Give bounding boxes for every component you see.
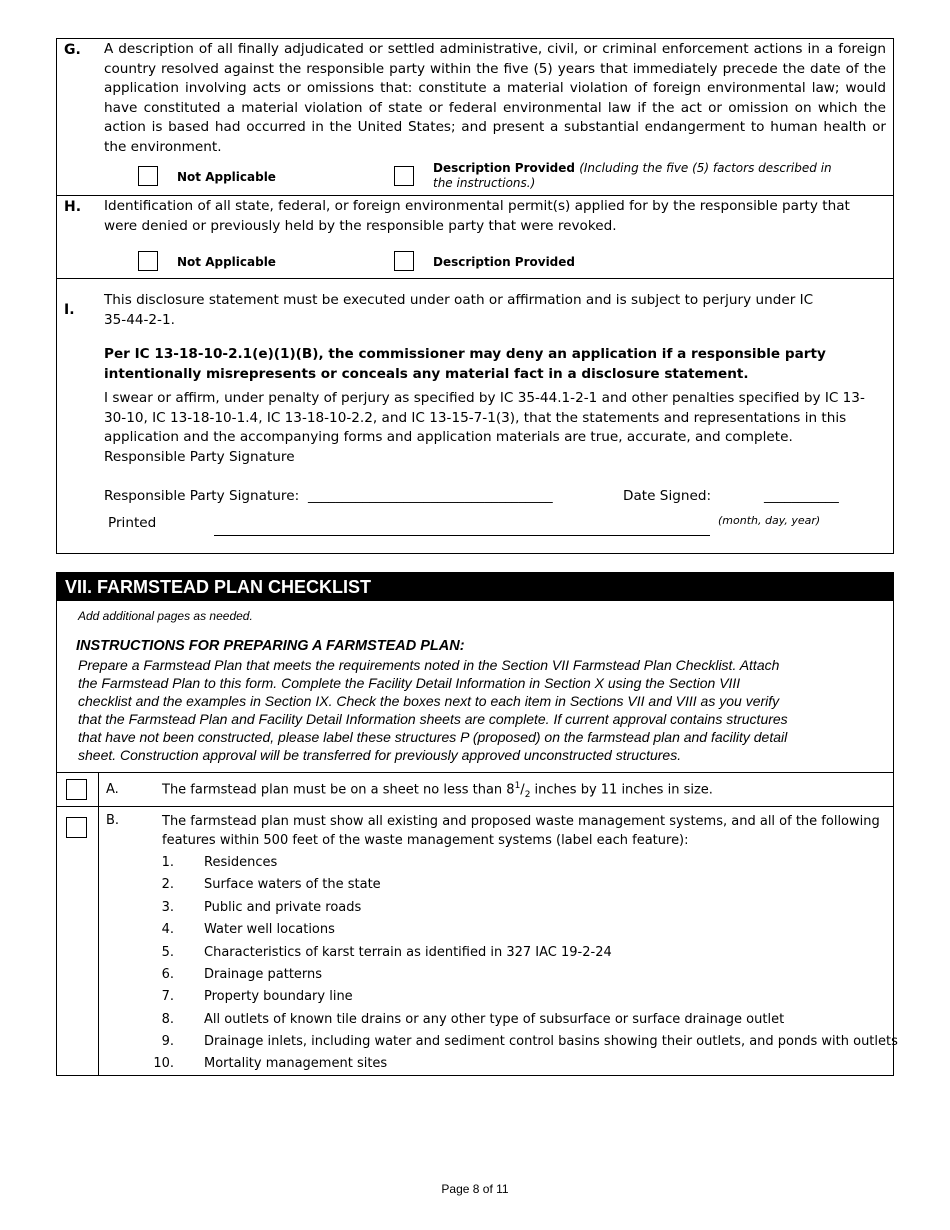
feature-item: Residences	[204, 855, 278, 870]
g-description-provided-checkbox[interactable]	[394, 166, 414, 186]
item-i-swear-text: I swear or affirm, under penalty of perjury as specified by IC 35-44.1-2-1 and other penalties specified by IC 13-30-10, IC 13-18-10-1.4, IC 13-18-10-2.2, and IC 13-15-7-1(3), that the statements and representations in this application and the accompanying forms and application materials are true, accurate, and complete.	[104, 390, 865, 446]
instructions-title: INSTRUCTIONS FOR PREPARING A FARMSTEAD PLAN:	[76, 638, 465, 654]
checklist-b-checkbox[interactable]	[66, 817, 87, 838]
item-i-warning-text: Per IC 13-18-10-2.1(e)(1)(B), the commissioner may deny an application if a responsible party intentionally misrepresents or conceals any material fact in a disclosure statement.	[104, 346, 826, 382]
feature-item: Public and private roads	[204, 900, 362, 915]
feature-number: 2.	[161, 877, 174, 892]
instructions-line: checklist and the examples in Section IX. Check the boxes next to each item in Sections VII and VIII as you verify	[78, 693, 780, 709]
date-signed-label: Date Signed:	[623, 488, 712, 504]
feature-number: 5.	[161, 945, 174, 960]
feature-number: 9.	[161, 1034, 174, 1049]
divider	[56, 195, 894, 196]
feature-number: 8.	[161, 1012, 174, 1027]
feature-item: Surface waters of the state	[204, 877, 381, 892]
g-description-provided-text: Description Provided	[433, 161, 576, 175]
page-number: Page 8 of 11	[441, 1182, 509, 1196]
feature-item: Property boundary line	[204, 989, 353, 1004]
fraction-numerator: 1	[514, 781, 521, 791]
instructions-line: sheet. Construction approval will be transferred for previously approved unconstructed structures.	[78, 747, 682, 763]
feature-item: Mortality management sites	[204, 1056, 388, 1071]
feature-number: 10.	[153, 1056, 174, 1071]
divider	[56, 806, 894, 807]
instructions-line: Prepare a Farmstead Plan that meets the requirements noted in the Section VII Farmstead Plan Checklist. Attach	[78, 657, 780, 673]
printed-name-field[interactable]	[214, 535, 710, 536]
feature-number: 6.	[161, 967, 174, 982]
feature-number: 1.	[161, 855, 174, 870]
feature-item: Characteristics of karst terrain as identified in 327 IAC 19-2-24	[204, 945, 612, 960]
g-description-note: (Including the five (5) factors described in the instructions.)	[433, 161, 832, 190]
instructions-body	[78, 656, 888, 764]
feature-item: Drainage patterns	[204, 967, 323, 982]
instructions-line: that have not been constructed, please label these structures P (proposed) on the farmstead plan and facility detail	[78, 729, 788, 745]
item-g-text: A description of all finally adjudicated or settled administrative, civil, or criminal enforcement actions in a foreign country resolved against the responsible party within the five (5) years that immediately precede the date of the application involving acts or omissions that: constitute a material violation of foreign environmental law; would have constituted a material violation of state or federal environmental law if the act or omission on which the action is based had occurred in the United States; and present a substantial endangerment to human health or the environment.	[104, 41, 886, 155]
fraction-slash: /	[520, 782, 525, 798]
feature-item: All outlets of known tile drains or any other type of subsurface or surface drainage outlet	[204, 1012, 785, 1027]
checklist-a-text	[162, 781, 713, 800]
section-title: VII. FARMSTEAD PLAN CHECKLIST	[57, 573, 893, 601]
feature-item: Drainage inlets, including water and sediment control basins showing their outlets, and ponds with outlets	[204, 1034, 898, 1049]
item-i-letter: I.	[64, 302, 75, 318]
feature-number: 3.	[161, 900, 174, 915]
h-not-applicable-label: Not Applicable	[177, 255, 276, 269]
h-description-provided-label: Description Provided	[433, 255, 576, 269]
item-i-signature-heading: Responsible Party Signature	[104, 449, 295, 465]
g-not-applicable-label: Not Applicable	[177, 170, 276, 184]
feature-item: Water well locations	[204, 922, 335, 937]
h-description-provided-checkbox[interactable]	[394, 251, 414, 271]
item-i-oath-text: This disclosure statement must be executed under oath or affirmation and is subject to perjury under IC 35-44-2-1.	[104, 292, 814, 328]
instructions-line: that the Farmstead Plan and Facility Detail Information sheets are complete. If current approval contains structures	[78, 711, 788, 727]
signature-field[interactable]: ____________________________________	[308, 488, 553, 504]
printed-label: Printed	[108, 515, 157, 531]
checklist-a-letter: A.	[106, 782, 119, 797]
item-h-letter: H.	[64, 199, 82, 215]
checklist-a-checkbox[interactable]	[66, 779, 87, 800]
fraction-denominator: 2	[524, 789, 531, 800]
checklist-b-text: The farmstead plan must show all existing and proposed waste management systems, and all of the following features within 500 feet of the waste management systems (label each feature):	[162, 814, 880, 848]
date-format-hint: (month, day, year)	[718, 514, 821, 527]
instructions-line: the Farmstead Plan to this form. Complete the Facility Detail Information in Section X using the Section VIII	[78, 675, 741, 691]
signature-label: Responsible Party Signature:	[104, 488, 300, 504]
checklist-a-text-end: inches by 11 inches in size.	[530, 782, 713, 798]
divider	[56, 772, 894, 773]
divider	[56, 278, 894, 279]
date-signed-field[interactable]: ___________	[764, 488, 839, 504]
item-h-text: Identification of all state, federal, or foreign environmental permit(s) applied for by the responsible party that were denied or previously held by the responsible party that were revoked.	[104, 198, 850, 234]
item-g-letter: G.	[64, 42, 81, 58]
h-not-applicable-checkbox[interactable]	[138, 251, 158, 271]
feature-number: 7.	[161, 989, 174, 1004]
column-divider	[98, 772, 99, 1075]
g-not-applicable-checkbox[interactable]	[138, 166, 158, 186]
feature-number: 4.	[161, 922, 174, 937]
checklist-a-text-start: The farmstead plan must be on a sheet no less than 8	[162, 782, 515, 798]
add-pages-note: Add additional pages as needed.	[78, 609, 253, 623]
g-description-provided-label	[433, 161, 833, 191]
checklist-b-letter: B.	[106, 813, 120, 828]
